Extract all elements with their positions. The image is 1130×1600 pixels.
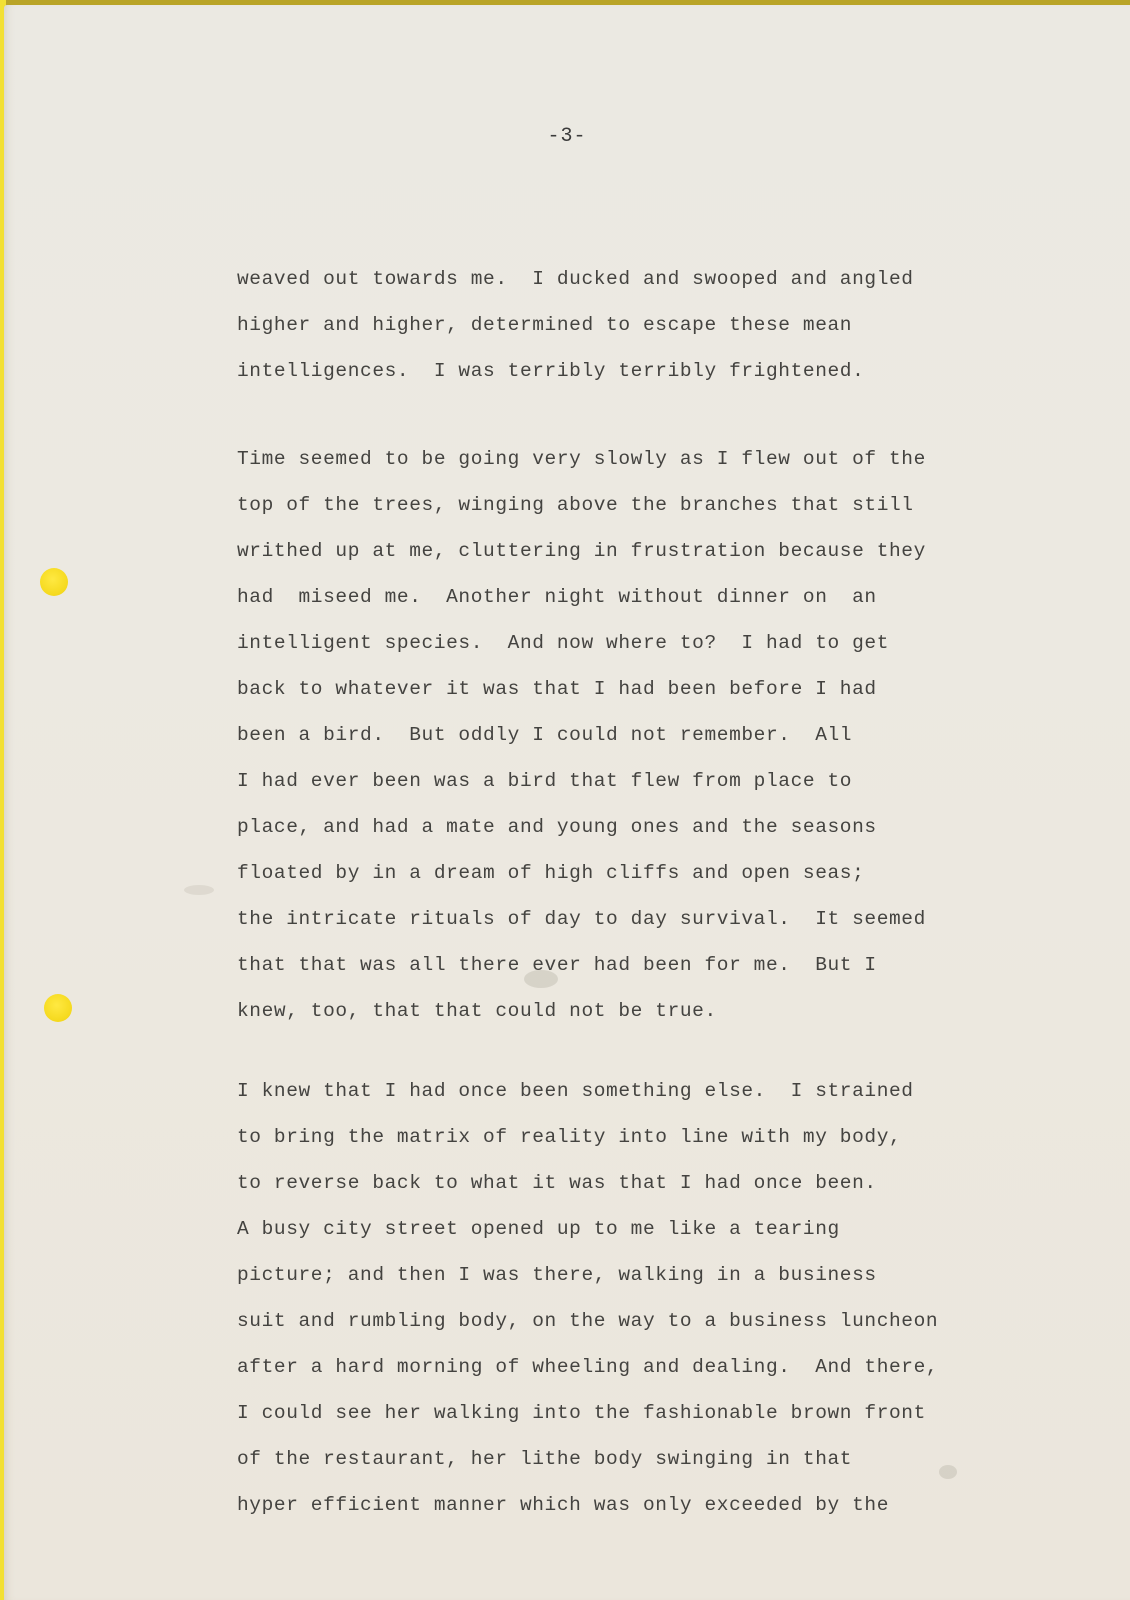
text-line: hyper efficient manner which was only exceeded by the <box>237 1494 890 1516</box>
text-line: intelligences. I was terribly terribly frightened. <box>237 360 865 382</box>
text-line: knew, too, that that could not be true. <box>237 1000 717 1022</box>
paragraph-2 <box>237 436 926 1034</box>
text-line: of the restaurant, her lithe body swinging in that <box>237 1448 853 1470</box>
text-line: I could see her walking into the fashionable brown front <box>237 1402 926 1424</box>
text-line: weaved out towards me. I ducked and swooped and angled <box>237 268 914 290</box>
text-line: picture; and then I was there, walking in a business <box>237 1264 877 1286</box>
text-line: to bring the matrix of reality into line with my body, <box>237 1126 902 1148</box>
typed-page <box>4 5 1130 1600</box>
text-line: I had ever been was a bird that flew from place to <box>237 770 853 792</box>
text-line: floated by in a dream of high cliffs and open seas; <box>237 862 865 884</box>
text-line: Time seemed to be going very slowly as I flew out of the <box>237 448 926 470</box>
punch-hole <box>40 568 68 596</box>
ink-smudge <box>184 885 214 895</box>
punch-hole <box>44 994 72 1022</box>
text-line: A busy city street opened up to me like a tearing <box>237 1218 840 1240</box>
text-line: the intricate rituals of day to day survival. It seemed <box>237 908 926 930</box>
text-line: higher and higher, determined to escape these mean <box>237 314 853 336</box>
text-line: place, and had a mate and young ones and the seasons <box>237 816 877 838</box>
paragraph-1 <box>237 256 914 394</box>
text-line: top of the trees, winging above the branches that still <box>237 494 914 516</box>
text-line: been a bird. But oddly I could not remember. All <box>237 724 853 746</box>
paragraph-3 <box>237 1068 938 1528</box>
text-line: writhed up at me, cluttering in frustration because they <box>237 540 926 562</box>
text-line: back to whatever it was that I had been before I had <box>237 678 877 700</box>
text-line: that that was all there ever had been for me. But I <box>237 954 877 976</box>
text-line: I knew that I had once been something else. I strained <box>237 1080 914 1102</box>
text-line: to reverse back to what it was that I had once been. <box>237 1172 877 1194</box>
text-line: suit and rumbling body, on the way to a business luncheon <box>237 1310 939 1332</box>
page-number: -3- <box>547 125 587 148</box>
ink-smudge <box>939 1465 957 1479</box>
text-line: had miseed me. Another night without dinner on an <box>237 586 877 608</box>
text-line: after a hard morning of wheeling and dealing. And there, <box>237 1356 939 1378</box>
text-line: intelligent species. And now where to? I had to get <box>237 632 890 654</box>
ink-smudge <box>524 970 558 988</box>
